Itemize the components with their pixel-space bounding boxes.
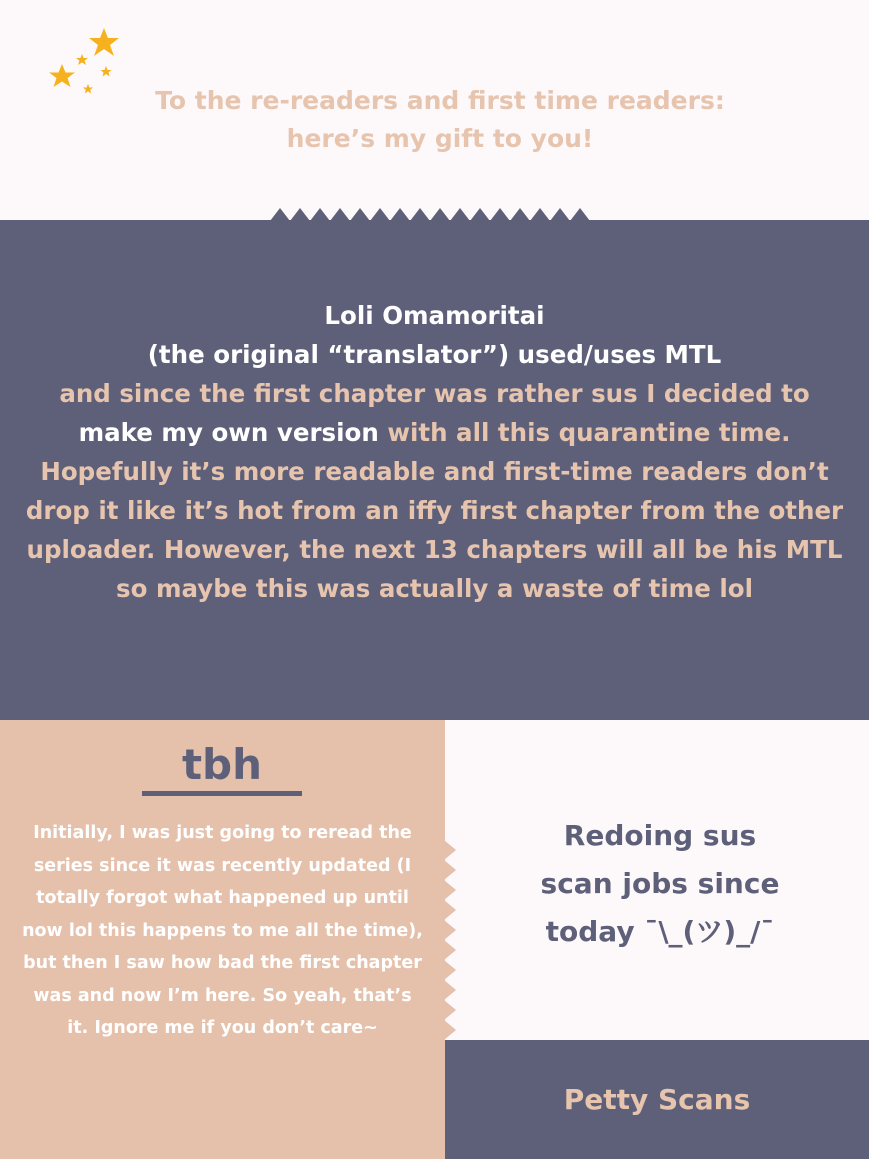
tbh-heading: tbh — [181, 740, 263, 789]
intro-title: Loli Omamoritai — [324, 301, 545, 330]
tbh-underline — [142, 791, 302, 796]
intro-body — [20, 374, 849, 608]
zigzag-divider — [270, 205, 600, 221]
credit-text: Petty Scans — [563, 1083, 751, 1116]
redoing-text — [470, 812, 850, 956]
header-section — [0, 0, 869, 220]
greeting-line-2: here’s my gift to you! — [286, 124, 594, 153]
greeting-text — [80, 82, 800, 158]
redoing-line-3: today ¯\_(ツ)_/¯ — [545, 915, 775, 948]
intro-body-highlight: make my own version — [78, 418, 379, 447]
redoing-line-1: Redoing sus — [563, 819, 757, 852]
intro-text — [20, 296, 849, 608]
redoing-line-2: scan jobs since — [540, 867, 780, 900]
intro-body-part-1: and since the first chapter was rather sus I decided to — [59, 379, 810, 408]
zigzag-right-edge — [444, 840, 458, 1040]
intro-subtitle: (the original “translator”) used/uses MTL — [147, 340, 722, 369]
tbh-body: Initially, I was just going to reread the series since it was recently updated (I totally forgot what happened up until now lol this happens to me all the time), but then I saw how bad the first chapter was and now I’m here. So yeah, that’s it. Ignore me if you don’t care~ — [22, 823, 423, 1038]
greeting-line-1: To the re-readers and first time readers: — [155, 86, 725, 115]
intro-body-part-2: with all this quarantine time. Hopefully it’s more readable and first-time readers don’t drop it like it’s hot from an iffy first chapter from the other uploader. However, the next 13 chapters will all be his MTL so maybe this was actually a waste of time lol — [25, 418, 844, 603]
